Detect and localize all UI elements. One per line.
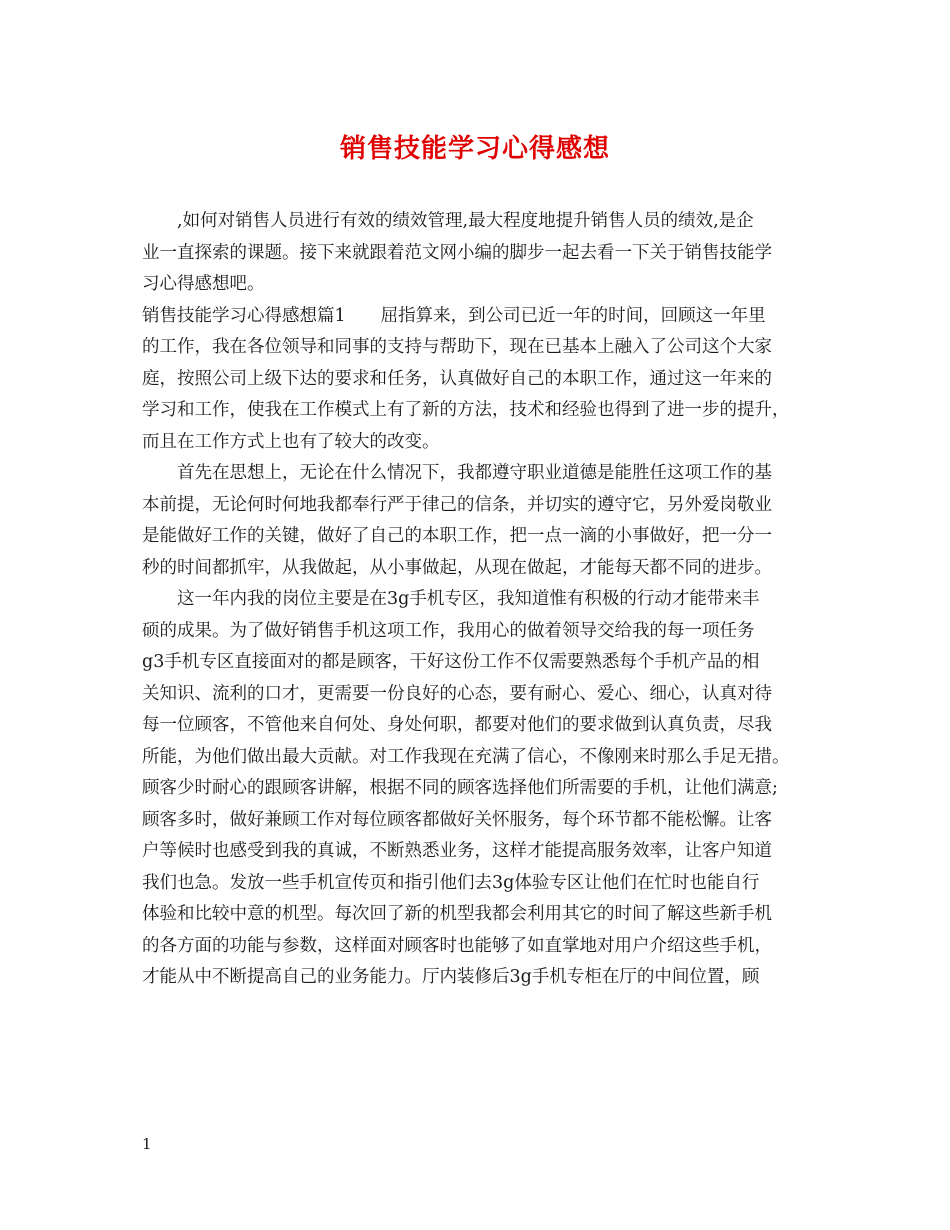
body-line: 而且在工作方式上也有了较大的改变。: [142, 431, 440, 452]
document-body: [142, 206, 814, 994]
body-line: 本前提，无论何时何地我都奉行严于律己的信条，并切实的遵守它，另外爱岗敬业: [142, 494, 772, 515]
body-line: 我们也急。发放一些手机宣传页和指引他们去3g体验专区让他们在忙时也能自行: [142, 872, 760, 893]
body-line: 体验和比较中意的机型。每次回了新的机型我都会利用其它的时间了解这些新手机: [142, 904, 772, 924]
body-line: 的工作，我在各位领导和同事的支持与帮助下，现在已基本上融入了公司这个大家: [142, 337, 772, 357]
body-line: 业一直探索的课题。接下来就跟着范文网小编的脚步一起去看一下关于销售技能学: [142, 242, 772, 263]
body-line: 关知识、流利的口才，更需要一份良好的心态，要有耐心、爱心、细心，认真对待: [142, 683, 772, 704]
body-line: 每一位顾客，不管他来自何处、身处何职，都要对他们的要求做到认真负责，尽我: [142, 715, 772, 735]
body-line: 是能做好工作的关键，做好了自己的本职工作，把一点一滴的小事做好，把一分一: [142, 526, 772, 546]
body-line: 庭，按照公司上级下达的要求和任务，认真做好自己的本职工作，通过这一年来的: [142, 368, 772, 389]
body-line: 这一年内我的岗位主要是在3g手机专区，我知道惟有积极的行动才能带来丰: [177, 589, 760, 609]
body-line: 顾客多时，做好兼顾工作对每位顾客都做好关怀服务，每个环节都不能松懈。让客: [142, 809, 772, 830]
document-title: 销售技能学习心得感想: [339, 134, 610, 164]
body-line: 才能从中不断提高自己的业务能力。厅内装修后3g手机专柜在厅的中间位置，顾: [142, 967, 760, 987]
body-line: 秒的时间都抓牢，从我做起，从小事做起，从现在做起，才能每天都不同的进步。: [142, 557, 772, 578]
page-number: 1: [142, 1135, 152, 1153]
body-line: 学习和工作，使我在工作模式上有了新的方法，技术和经验也得到了进一步的提升，: [142, 400, 790, 420]
body-line: 习心得感想吧。: [142, 274, 265, 294]
body-line: 首先在思想上，无论在什么情况下，我都遵守职业道德是能胜任这项工作的基: [177, 463, 772, 483]
body-line: 所能，为他们做出最大贡献。对工作我现在充满了信心，不像刚来时那么手足无措。: [142, 746, 790, 767]
body-line: ,如何对销售人员进行有效的绩效管理,最大程度地提升销售人员的绩效,是企: [177, 211, 754, 231]
body-line: g3手机专区直接面对的都是顾客，干好这份工作不仅需要熟悉每个手机产品的相: [142, 652, 760, 672]
body-line: 的各方面的功能与参数，这样面对顾客时也能够了如直掌地对用户介绍这些手机，: [142, 935, 772, 956]
body-line: 户等候时也感受到我的真诚，不断熟悉业务，这样才能提高服务效率，让客户知道: [142, 841, 772, 861]
body-line: 销售技能学习心得感想篇1 屈指算来，到公司已近一年的时间，回顾这一年里: [142, 305, 766, 326]
body-line: 硕的成果。为了做好销售手机这项工作，我用心的做着领导交给我的每一项任务: [142, 620, 755, 641]
body-line: 顾客少时耐心的跟顾客讲解，根据不同的顾客选择他们所需要的手机，让他们满意;: [142, 778, 778, 798]
